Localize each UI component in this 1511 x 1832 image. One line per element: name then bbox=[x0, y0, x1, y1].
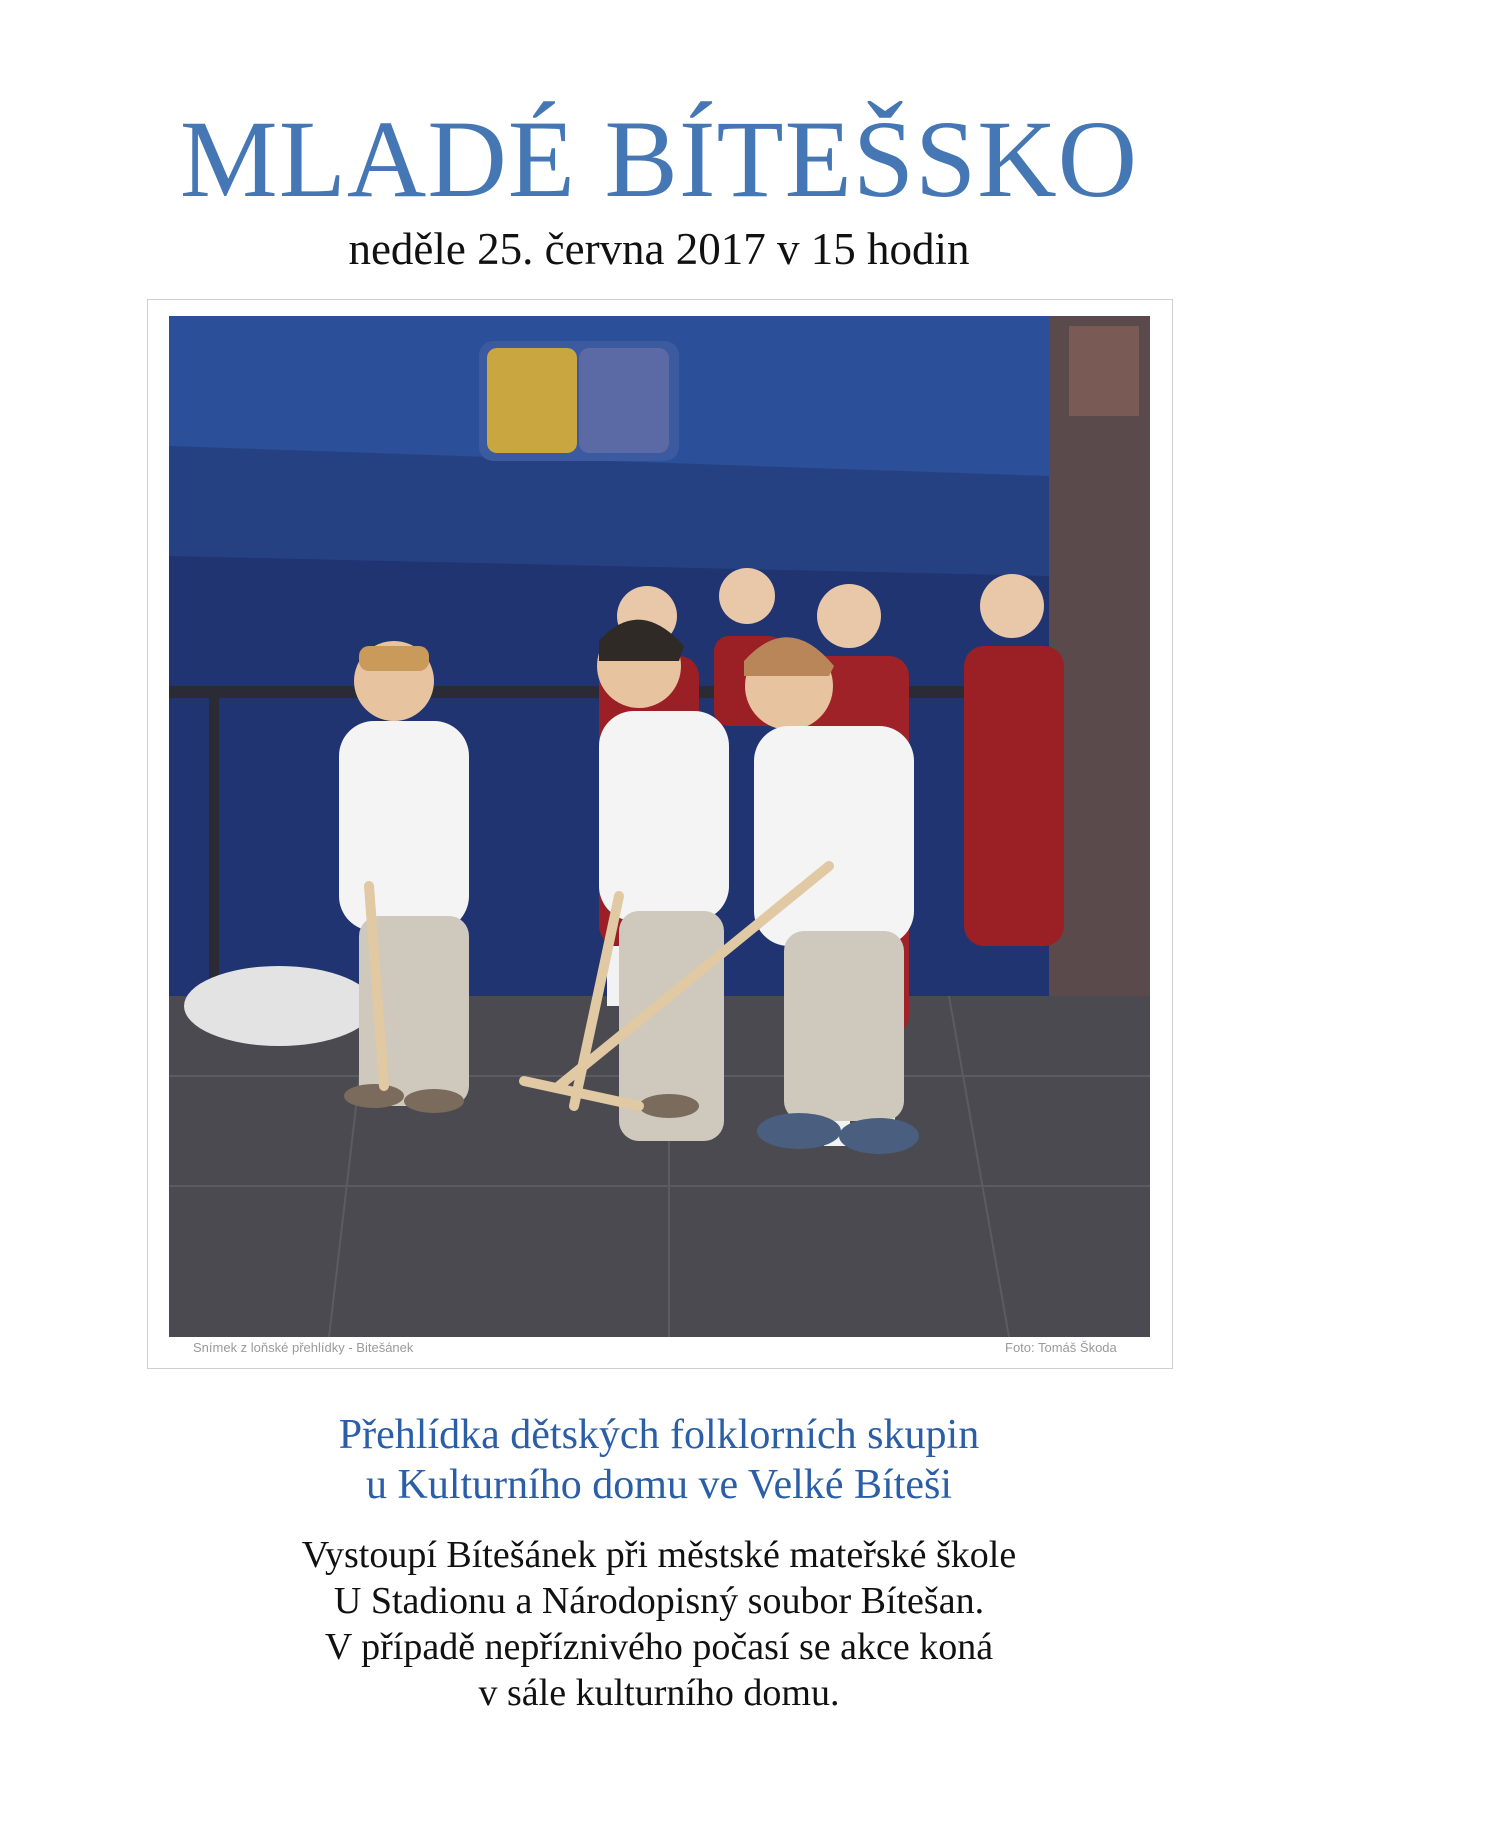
subtitle-line: u Kulturního domu ve Velké Bíteši bbox=[365, 1462, 952, 1508]
description-line: v sále kulturního domu. bbox=[478, 1672, 840, 1714]
description-line: V případě nepříznivého počasí se akce koná bbox=[324, 1626, 994, 1668]
event-subtitle bbox=[0, 1410, 1318, 1510]
poster-title: MLADÉ BÍTEŠSKO bbox=[179, 98, 1139, 220]
event-photo bbox=[169, 316, 1150, 1337]
description-line: U Stadionu a Národopisný soubor Bítešan. bbox=[333, 1580, 985, 1622]
description-line: Vystoupí Bítešánek při městské mateřské škole bbox=[301, 1534, 1017, 1576]
event-description bbox=[0, 1532, 1318, 1716]
photo-illustration bbox=[169, 316, 1150, 1337]
event-date: neděle 25. června 2017 v 15 hodin bbox=[348, 224, 970, 274]
subtitle-line: Přehlídka dětských folklorních skupin bbox=[338, 1412, 980, 1458]
photo-caption: Snímek z loňské přehlídky - Bitešánek bbox=[193, 1340, 414, 1355]
photo-credit: Foto: Tomáš Škoda bbox=[1005, 1340, 1117, 1355]
